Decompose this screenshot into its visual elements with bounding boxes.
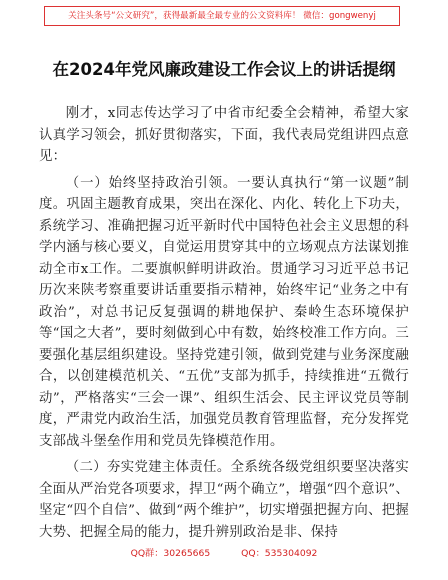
intro-paragraph: 刚才，x同志传达学习了中省市纪委全会精神，希望大家认真学习领会，抓好贯彻落实，下面，我代表局党组讲四点意见： — [39, 106, 409, 164]
section-1-paragraph: （一）始终坚持政治引领。一要认真执行“第一议题”制度。巩固主题教育成果，突出在深化、内化、转化上下功夫，系统学习、准确把握习近平新时代中国特色社会主义思想的科学内涵与核心要义，自觉运用贯穿其中的立场观点方法谋划推动全市x工作。二要旗帜鲜明讲政治。贯通学习习近平总书记历次来陕考察重要讲话重要指示精神，始终牢记“业务之中有政治”，对总书记反复强调的耕地保护、秦岭生态环境保护等“国之大者”，要时刻做到心中有数，始终校准工作方向。三要强化基层组织建设。坚持党建引领，做到党建与业务深度融合，以创建模范机关、“五优”支部为抓手，持续推进“五微行动”，严格落实“三会一课”、组织生活会、民主评议党员等制度，严肃党内政治生活，加强党员教育管理监督，充分发挥党支部战斗堡垒作用和党员先锋模范作用。 — [39, 175, 409, 449]
document-title: 在2024年党风廉政建设工作会议上的讲话提纲 — [52, 60, 396, 79]
header-banner: 关注头条号“公文研究”，获得最新最全最专业的公文资料库！ 微信：gongwenyj — [44, 6, 400, 26]
qq-group-text: QQ群：30265665 — [130, 548, 211, 559]
footer-contact — [0, 545, 448, 559]
section-2-paragraph: （二）夯实党建主体责任。全系统各级党组织要坚决落实全面从严治党各项要求，捍卫“两个确立”，增强“四个意识”、坚定“四个自信”、做到“两个维护”，切实增强把握方向、把握大势、把握全局的能力，提升辨别政治是非、保持 — [39, 460, 409, 540]
document-body — [39, 103, 409, 543]
qq-contact-text: QQ：535304092 — [241, 548, 318, 559]
